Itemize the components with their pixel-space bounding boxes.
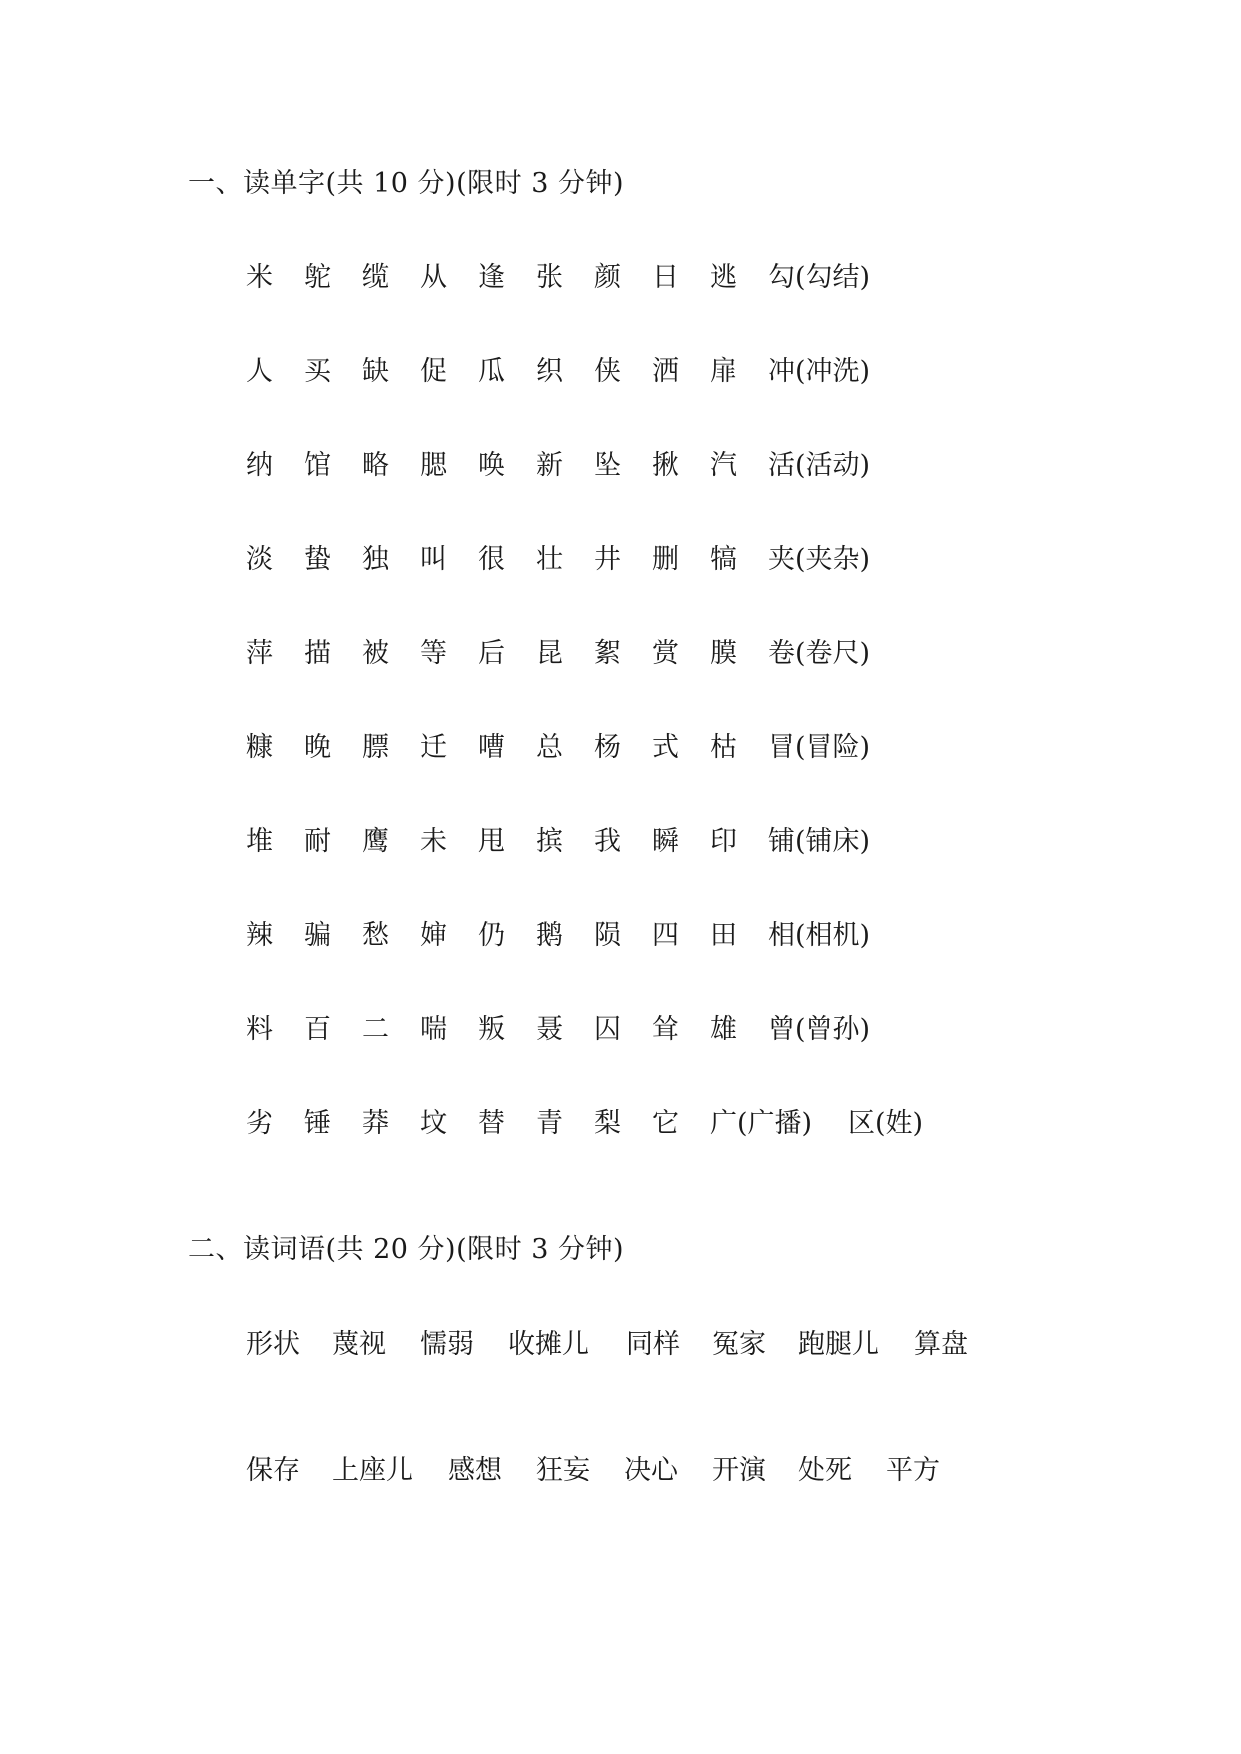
character-item: 式	[652, 732, 679, 763]
character-item: 蛰	[304, 544, 331, 575]
character-item: 瓜	[478, 356, 505, 387]
character-item: 鹰	[362, 826, 389, 857]
section-1-title: 一、读单字(共 10 分)(限时 3 分钟)	[188, 168, 624, 199]
character-item: 勾(勾结)	[768, 262, 871, 293]
character-item: 晚	[304, 732, 331, 763]
character-item: 甩	[478, 826, 505, 857]
character-item: 它	[652, 1108, 679, 1139]
character-item: 逢	[478, 262, 505, 293]
character-item: 犒	[710, 544, 737, 575]
character-item: 二	[362, 1014, 389, 1045]
character-item: 聂	[536, 1014, 563, 1045]
word-item: 决心	[624, 1455, 678, 1486]
character-item: 劣	[246, 1108, 273, 1139]
character-item: 夹(夹杂)	[768, 544, 871, 575]
character-item: 馆	[304, 450, 331, 481]
character-item: 田	[710, 920, 737, 951]
character-item: 卷(卷尺)	[768, 638, 871, 669]
character-item: 冲(冲洗)	[768, 356, 871, 387]
character-item: 区(姓)	[848, 1108, 924, 1139]
character-item: 堆	[246, 826, 273, 857]
word-item: 跑腿儿	[798, 1329, 879, 1360]
character-item: 料	[246, 1014, 273, 1045]
character-item: 总	[536, 732, 563, 763]
character-item: 坟	[420, 1108, 447, 1139]
character-item: 略	[362, 450, 389, 481]
character-item: 枯	[710, 732, 737, 763]
character-item: 迁	[420, 732, 447, 763]
character-item: 愁	[362, 920, 389, 951]
character-item: 张	[536, 262, 563, 293]
character-item: 曾(曾孙)	[768, 1014, 871, 1045]
character-item: 扉	[710, 356, 737, 387]
character-item: 喘	[420, 1014, 447, 1045]
character-item: 雄	[710, 1014, 737, 1045]
character-item: 颜	[594, 262, 621, 293]
character-item: 百	[304, 1014, 331, 1045]
character-item: 独	[362, 544, 389, 575]
character-item: 我	[594, 826, 621, 857]
character-item: 织	[536, 356, 563, 387]
character-item: 缺	[362, 356, 389, 387]
character-item: 叛	[478, 1014, 505, 1045]
character-item: 萍	[246, 638, 273, 669]
section-2-title: 二、读词语(共 20 分)(限时 3 分钟)	[188, 1234, 624, 1265]
character-item: 叫	[420, 544, 447, 575]
word-item: 懦弱	[420, 1329, 474, 1360]
character-item: 相(相机)	[768, 920, 871, 951]
character-item: 被	[362, 638, 389, 669]
character-item: 昆	[536, 638, 563, 669]
word-item: 蔑视	[332, 1329, 386, 1360]
character-item: 缆	[362, 262, 389, 293]
character-item: 陨	[594, 920, 621, 951]
word-item: 狂妄	[536, 1455, 590, 1486]
character-item: 新	[536, 450, 563, 481]
character-item: 逃	[710, 262, 737, 293]
character-item: 广(广播)	[710, 1108, 813, 1139]
character-item: 鹅	[536, 920, 563, 951]
character-item: 描	[304, 638, 331, 669]
character-item: 买	[304, 356, 331, 387]
word-item: 上座儿	[332, 1455, 413, 1486]
word-item: 保存	[246, 1455, 300, 1486]
character-item: 等	[420, 638, 447, 669]
character-item: 侠	[594, 356, 621, 387]
character-item: 莽	[362, 1108, 389, 1139]
character-item: 膘	[362, 732, 389, 763]
character-item: 腮	[420, 450, 447, 481]
character-item: 杨	[594, 732, 621, 763]
word-item: 同样	[626, 1329, 680, 1360]
character-item: 后	[478, 638, 505, 669]
character-item: 人	[246, 356, 273, 387]
word-item: 收摊儿	[508, 1329, 589, 1360]
word-item: 处死	[798, 1455, 852, 1486]
character-item: 活(活动)	[768, 450, 871, 481]
word-item: 感想	[448, 1455, 502, 1486]
character-item: 冒(冒险)	[768, 732, 871, 763]
character-item: 膜	[710, 638, 737, 669]
character-item: 摈	[536, 826, 563, 857]
character-item: 糠	[246, 732, 273, 763]
character-item: 淡	[246, 544, 273, 575]
character-item: 很	[478, 544, 505, 575]
character-item: 嘈	[478, 732, 505, 763]
character-item: 絮	[594, 638, 621, 669]
character-item: 囚	[594, 1014, 621, 1045]
character-item: 汽	[710, 450, 737, 481]
character-item: 青	[536, 1108, 563, 1139]
word-item: 冤家	[712, 1329, 766, 1360]
character-item: 鸵	[304, 262, 331, 293]
character-item: 婶	[420, 920, 447, 951]
character-item: 唤	[478, 450, 505, 481]
word-item: 形状	[246, 1329, 300, 1360]
word-item: 开演	[712, 1455, 766, 1486]
character-item: 日	[652, 262, 679, 293]
character-item: 四	[652, 920, 679, 951]
character-item: 洒	[652, 356, 679, 387]
character-item: 赏	[652, 638, 679, 669]
character-item: 瞬	[652, 826, 679, 857]
character-item: 耸	[652, 1014, 679, 1045]
character-item: 铺(铺床)	[768, 826, 871, 857]
character-item: 骗	[304, 920, 331, 951]
character-item: 未	[420, 826, 447, 857]
character-item: 仍	[478, 920, 505, 951]
character-item: 删	[652, 544, 679, 575]
character-item: 替	[478, 1108, 505, 1139]
character-item: 促	[420, 356, 447, 387]
character-item: 米	[246, 262, 273, 293]
character-item: 纳	[246, 450, 273, 481]
character-item: 辣	[246, 920, 273, 951]
character-item: 印	[710, 826, 737, 857]
character-item: 锤	[304, 1108, 331, 1139]
word-item: 平方	[886, 1455, 940, 1486]
character-item: 坠	[594, 450, 621, 481]
character-item: 从	[420, 262, 447, 293]
character-item: 壮	[536, 544, 563, 575]
character-item: 梨	[594, 1108, 621, 1139]
word-item: 算盘	[914, 1329, 968, 1360]
character-item: 井	[594, 544, 621, 575]
character-item: 耐	[304, 826, 331, 857]
character-item: 揪	[652, 450, 679, 481]
